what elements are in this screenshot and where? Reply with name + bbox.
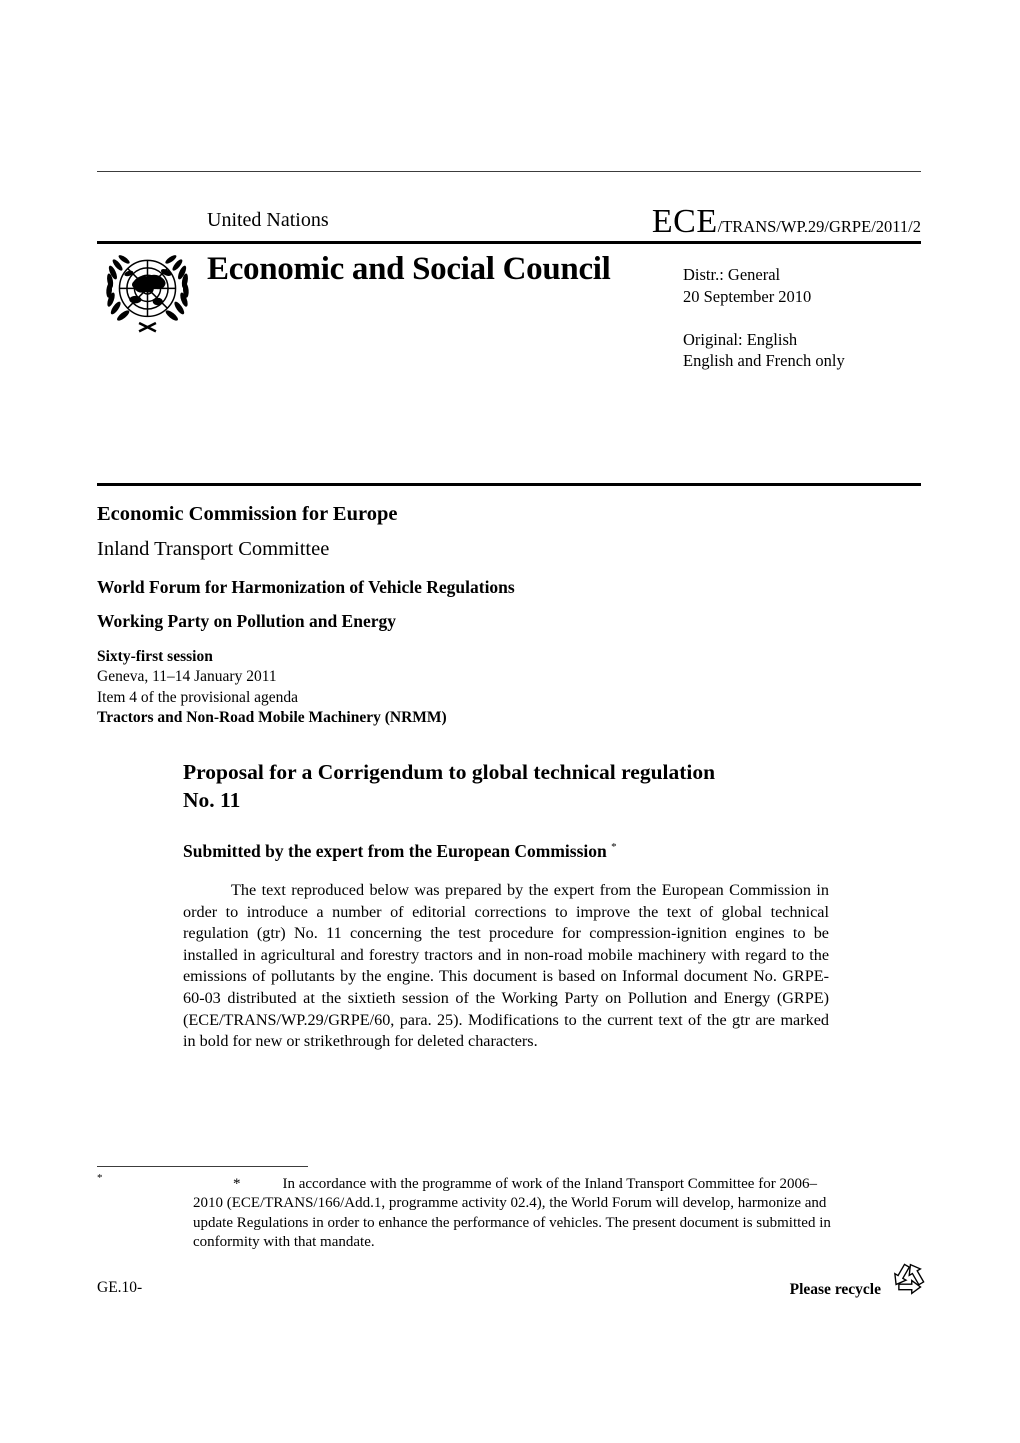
agenda-item-line: Item 4 of the provisional agenda: [97, 688, 299, 706]
recycle-row: [790, 1252, 933, 1303]
org-name: United Nations: [207, 209, 329, 231]
document-title-line1: Proposal for a Corrigendum to global technical regulation: [183, 760, 716, 784]
agenda-subject-line: Tractors and Non-Road Mobile Machinery (NRMM): [97, 709, 447, 727]
document-title: [183, 758, 843, 814]
date-line: 20 September 2010: [683, 286, 812, 306]
body-paragraph: The text reproduced below was prepared by the expert from the European Commission in order to introduce a number of editorial corrections to improve the text of global technical regulation (gtr) No. 11 concerning the test procedure for compression-ignition engines to be installed in agricultural and forestry tractors and in non-road mobile machinery with regard to the emissions of pollutants by the engine. This document is based on Informal document No. GRPE-60-03 distributed at the sixtieth session of the Working Party on Pollution and Energy (GRPE) (ECE/TRANS/WP.29/GRPE/60, para. 25). Modifications to the current text of the gtr are marked in bold for new or strikethrough for deleted characters.: [183, 881, 829, 1051]
top-divider: [97, 171, 921, 172]
un-emblem-icon: [99, 251, 196, 337]
recycle-icon: [881, 1252, 933, 1303]
working-party-heading: Working Party on Pollution and Energy: [97, 611, 396, 631]
footnote-marker: *: [233, 1176, 241, 1192]
commission-heading: Economic Commission for Europe: [97, 503, 398, 525]
footnote-separator: [97, 1166, 308, 1167]
forum-heading: World Forum for Harmonization of Vehicle Regulations: [97, 577, 515, 597]
footnote-margin-marker: *: [97, 1172, 103, 1184]
distribution-block: [683, 264, 845, 372]
committee-heading: Inland Transport Committee: [97, 538, 330, 560]
page-title: Economic and Social Council: [207, 251, 611, 287]
session-block: [97, 647, 447, 729]
recycle-label: Please recycle: [789, 1281, 881, 1298]
section-divider: [97, 483, 921, 486]
document-symbol: [652, 203, 921, 241]
document-symbol-prefix: ECE: [651, 203, 718, 240]
session-line: Sixty-first session: [97, 648, 213, 665]
original-line: Original: English: [683, 329, 798, 349]
footnote-reference: *: [611, 841, 617, 854]
ge-number: GE.10-: [97, 1279, 143, 1296]
venue-line: Geneva, 11–14 January 2011: [97, 668, 277, 686]
submitted-by-heading: Submitted by the expert from the European Commission *: [183, 841, 617, 861]
languages-line: English and French only: [683, 351, 845, 371]
distr-line: Distr.: General: [683, 265, 781, 284]
footnote-text: * In accordance with the programme of work of the Inland Transport Committee for 2006–2010 (ECE/TRANS/166/Add.1, programme activity 02.4), the World Forum will develop, harmonize and update Regulations in order to enhance the performance of vehicles. The present document is submitted in conformity with that mandate.: [193, 1176, 831, 1251]
document-symbol-suffix: /TRANS/WP.29/GRPE/2011/2: [717, 217, 921, 236]
masthead-divider: [97, 241, 921, 244]
document-title-line2: No. 11: [183, 788, 241, 812]
